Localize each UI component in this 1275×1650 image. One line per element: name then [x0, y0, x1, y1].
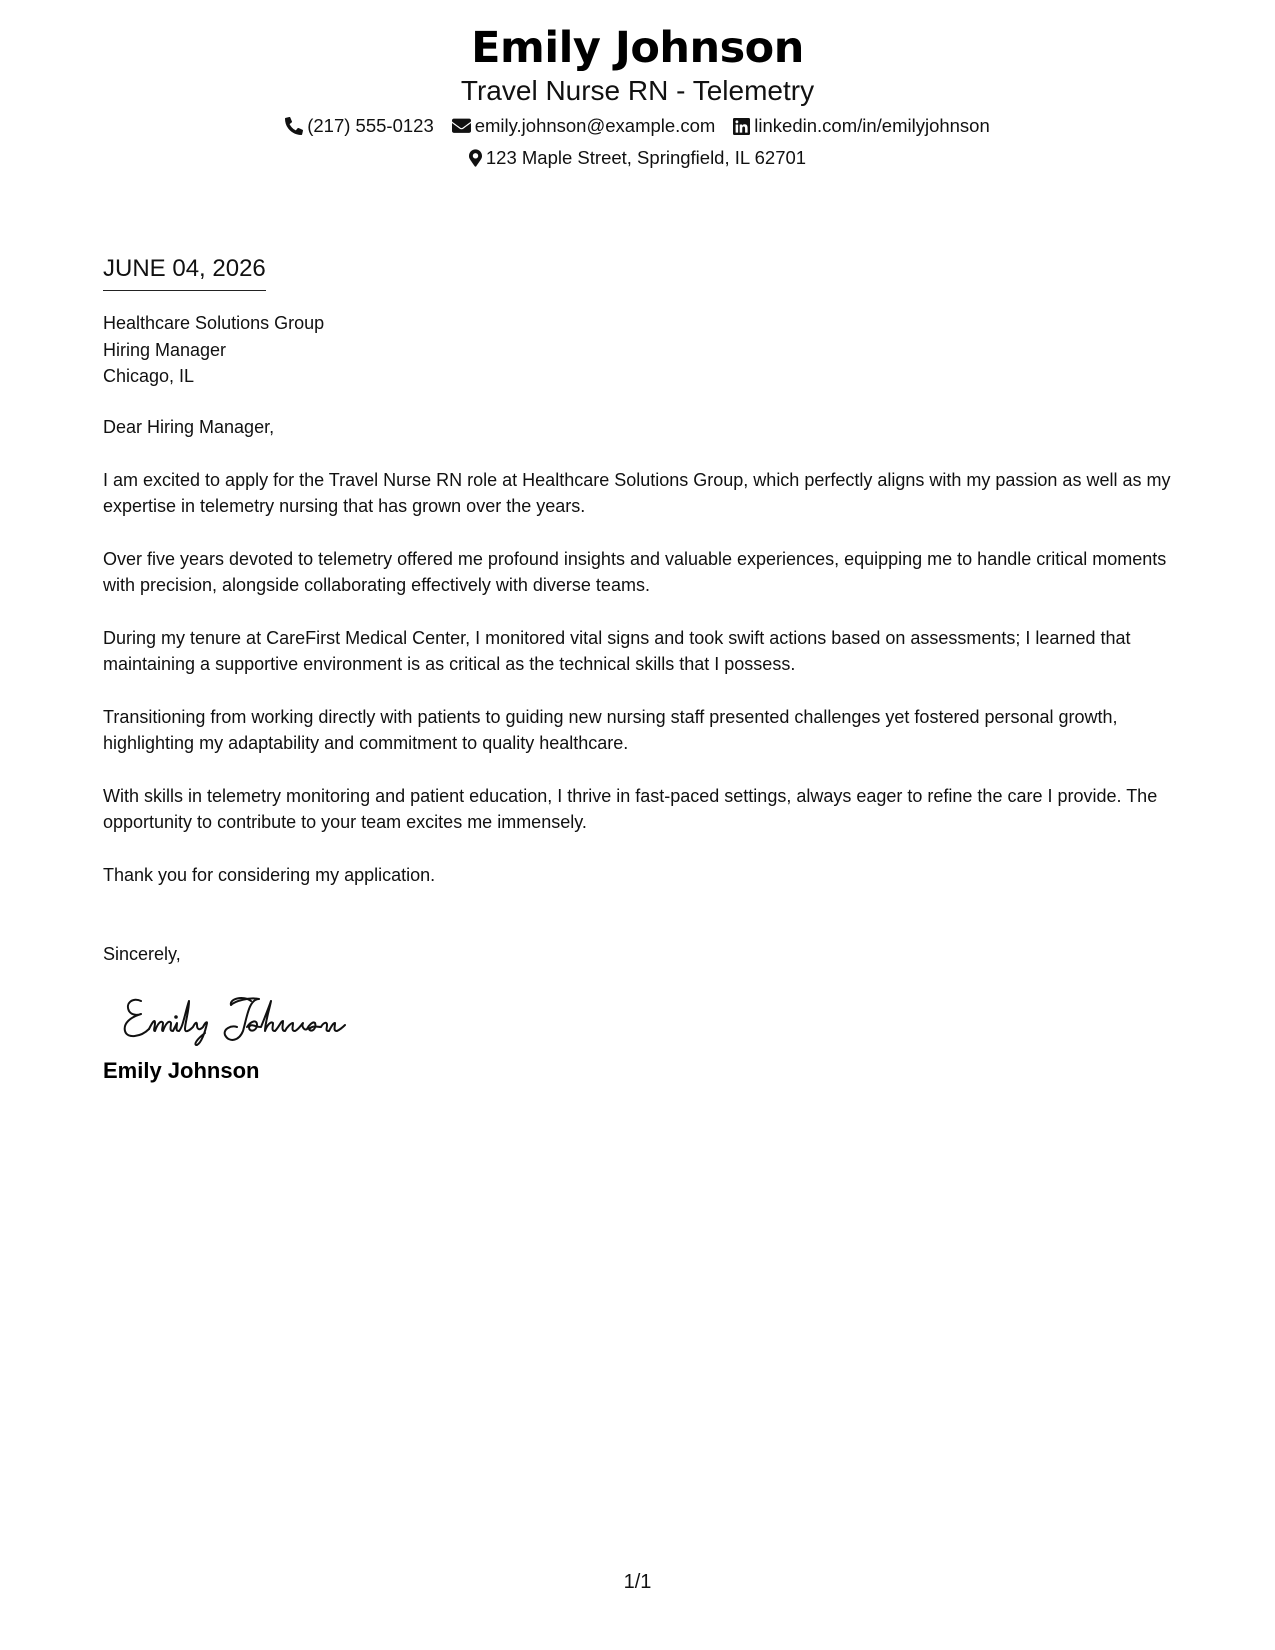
linkedin-text: linkedin.com/in/emilyjohnson: [754, 115, 990, 136]
letter-date: JUNE 04, 2026: [103, 254, 266, 291]
contact-phone: [285, 114, 434, 138]
contact-row: [0, 114, 1275, 138]
paragraph: With skills in telemetry monitoring and patient education, I thrive in fast-paced settings, always eager to refine the care I provide. The opportunity to contribute to your team excites me immensely.: [103, 785, 1158, 832]
paragraph: Transitioning from working directly with patients to guiding new nursing staff presented challenges yet fostered personal growth, highlighting my adaptability and commitment to quality healthcare.: [103, 706, 1118, 753]
address-row: [0, 146, 1275, 170]
paragraph: Over five years devoted to telemetry offered me profound insights and valuable experiences, equipping me to handle critical moments with precision, alongside collaborating effectively with diverse teams.: [103, 548, 1167, 595]
contact-linkedin[interactable]: [733, 114, 989, 138]
phone-icon: [285, 117, 303, 135]
email-text: emily.johnson@example.com: [474, 115, 716, 136]
recipient-location: Chicago, IL: [103, 366, 195, 386]
applicant-title: Travel Nurse RN - Telemetry: [460, 75, 815, 106]
handwritten-signature: [119, 987, 359, 1047]
linkedin-icon: [733, 118, 750, 135]
recipient-company: Healthcare Solutions Group: [103, 313, 325, 333]
recipient-role: Hiring Manager: [103, 339, 227, 360]
recipient-block: [103, 310, 1183, 390]
paragraph: During my tenure at CareFirst Medical Center, I monitored vital signs and took swift actions based on assessments; I learned that maintaining a supportive environment is as critical as the technical skills that I possess.: [103, 627, 1131, 674]
letter-header: [0, 22, 1275, 170]
contact-email[interactable]: [452, 114, 716, 138]
signed-name: Emily Johnson: [103, 1057, 260, 1083]
address-text: 123 Maple Street, Springfield, IL 62701: [485, 147, 807, 168]
letter-body: [103, 254, 1183, 1085]
map-marker-icon: [469, 149, 482, 167]
applicant-name: Emily Johnson: [471, 23, 804, 73]
contact-address: [469, 146, 806, 170]
envelope-icon: [452, 118, 471, 134]
paragraph: I am excited to apply for the Travel Nurse RN role at Healthcare Solutions Group, which perfectly aligns with my passion as well as my expertise in telemetry nursing that has grown over the years.: [103, 469, 1171, 516]
paragraph: Thank you for considering my application.: [103, 864, 436, 885]
salutation: Dear Hiring Manager,: [103, 416, 275, 437]
phone-text: (217) 555-0123: [307, 115, 434, 136]
page-number: 1/1: [623, 1571, 652, 1593]
closing: Sincerely,: [103, 943, 181, 964]
